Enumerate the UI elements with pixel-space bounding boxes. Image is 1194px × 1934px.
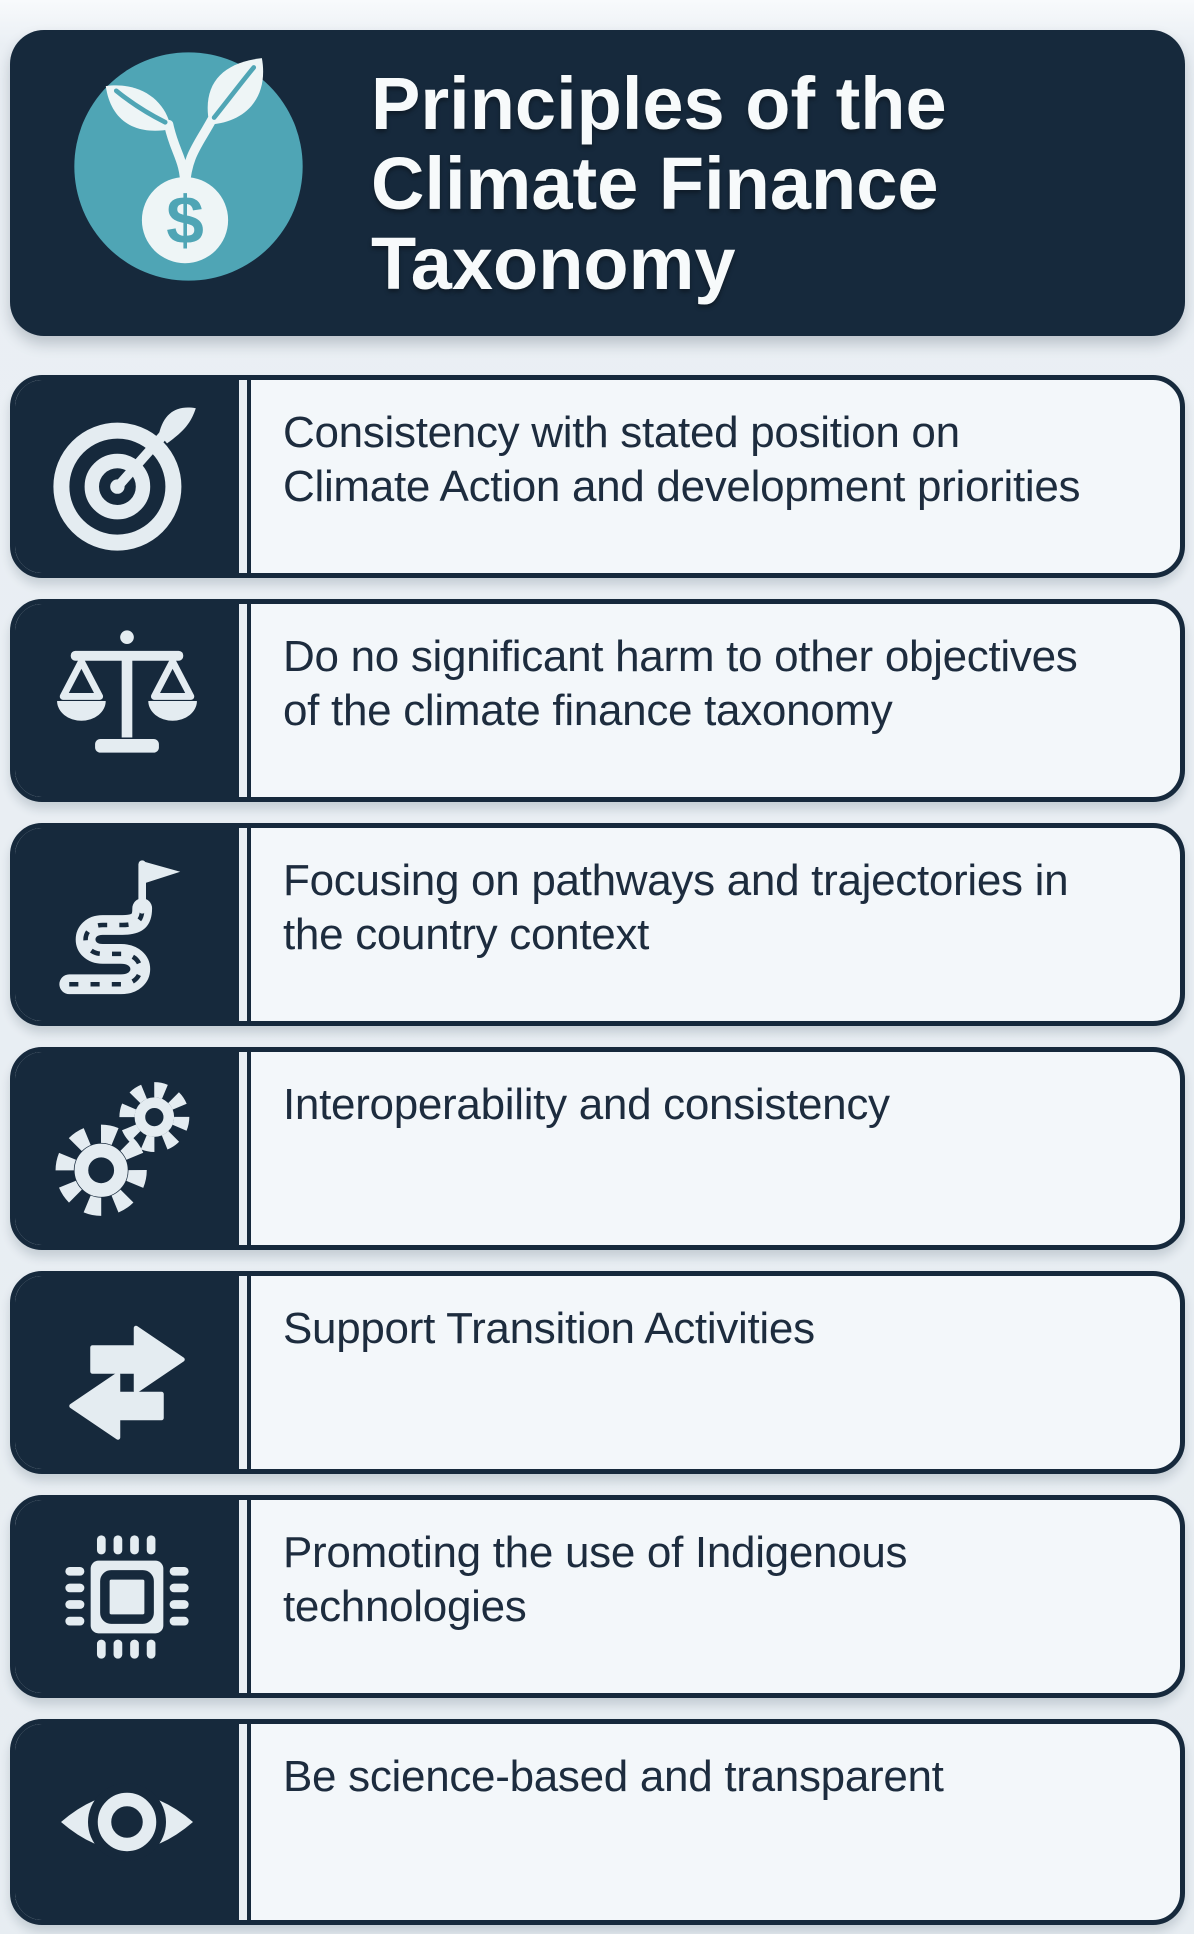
principle-panel [247, 1052, 1180, 1245]
balance-scale-icon [15, 604, 247, 797]
principle-row-no-harm [10, 599, 1185, 802]
eye-icon [15, 1724, 247, 1920]
principle-panel [247, 828, 1180, 1021]
title-line-1: Principles of the [371, 62, 947, 145]
principle-row-science-based [10, 1719, 1185, 1925]
money-plant-icon [72, 50, 305, 283]
principle-text: Interoperability and consistency [283, 1080, 890, 1129]
principle-text: Do no significant harm to other objectives of the climate finance taxonomy [283, 632, 1078, 735]
principle-text: Support Transition Activities [283, 1304, 815, 1353]
header-banner [10, 30, 1185, 336]
principle-row-indigenous-tech [10, 1495, 1185, 1698]
principle-text: Consistency with stated position on Climate Action and development priorities [283, 408, 1081, 511]
principle-row-consistency [10, 375, 1185, 578]
principle-panel [247, 1724, 1180, 1920]
page-title [371, 64, 947, 304]
title-line-3: Taxonomy [371, 222, 736, 305]
dollar-sign: $ [166, 183, 204, 259]
transition-arrows-icon [15, 1276, 247, 1469]
target-dart-icon [15, 380, 247, 573]
principle-text: Promoting the use of Indigenous technologies [283, 1528, 908, 1631]
principle-row-interoperability [10, 1047, 1185, 1250]
principle-text: Be science-based and transparent [283, 1752, 944, 1801]
principle-panel [247, 1500, 1180, 1693]
principle-text: Focusing on pathways and trajectories in the country context [283, 856, 1069, 959]
title-line-2: Climate Finance [371, 142, 939, 225]
principle-row-transition [10, 1271, 1185, 1474]
principle-panel [247, 380, 1180, 573]
winding-path-flag-icon [15, 828, 247, 1021]
principle-panel [247, 604, 1180, 797]
gears-icon [15, 1052, 247, 1245]
microchip-icon [15, 1500, 247, 1693]
principle-panel [247, 1276, 1180, 1469]
principle-row-pathways [10, 823, 1185, 1026]
